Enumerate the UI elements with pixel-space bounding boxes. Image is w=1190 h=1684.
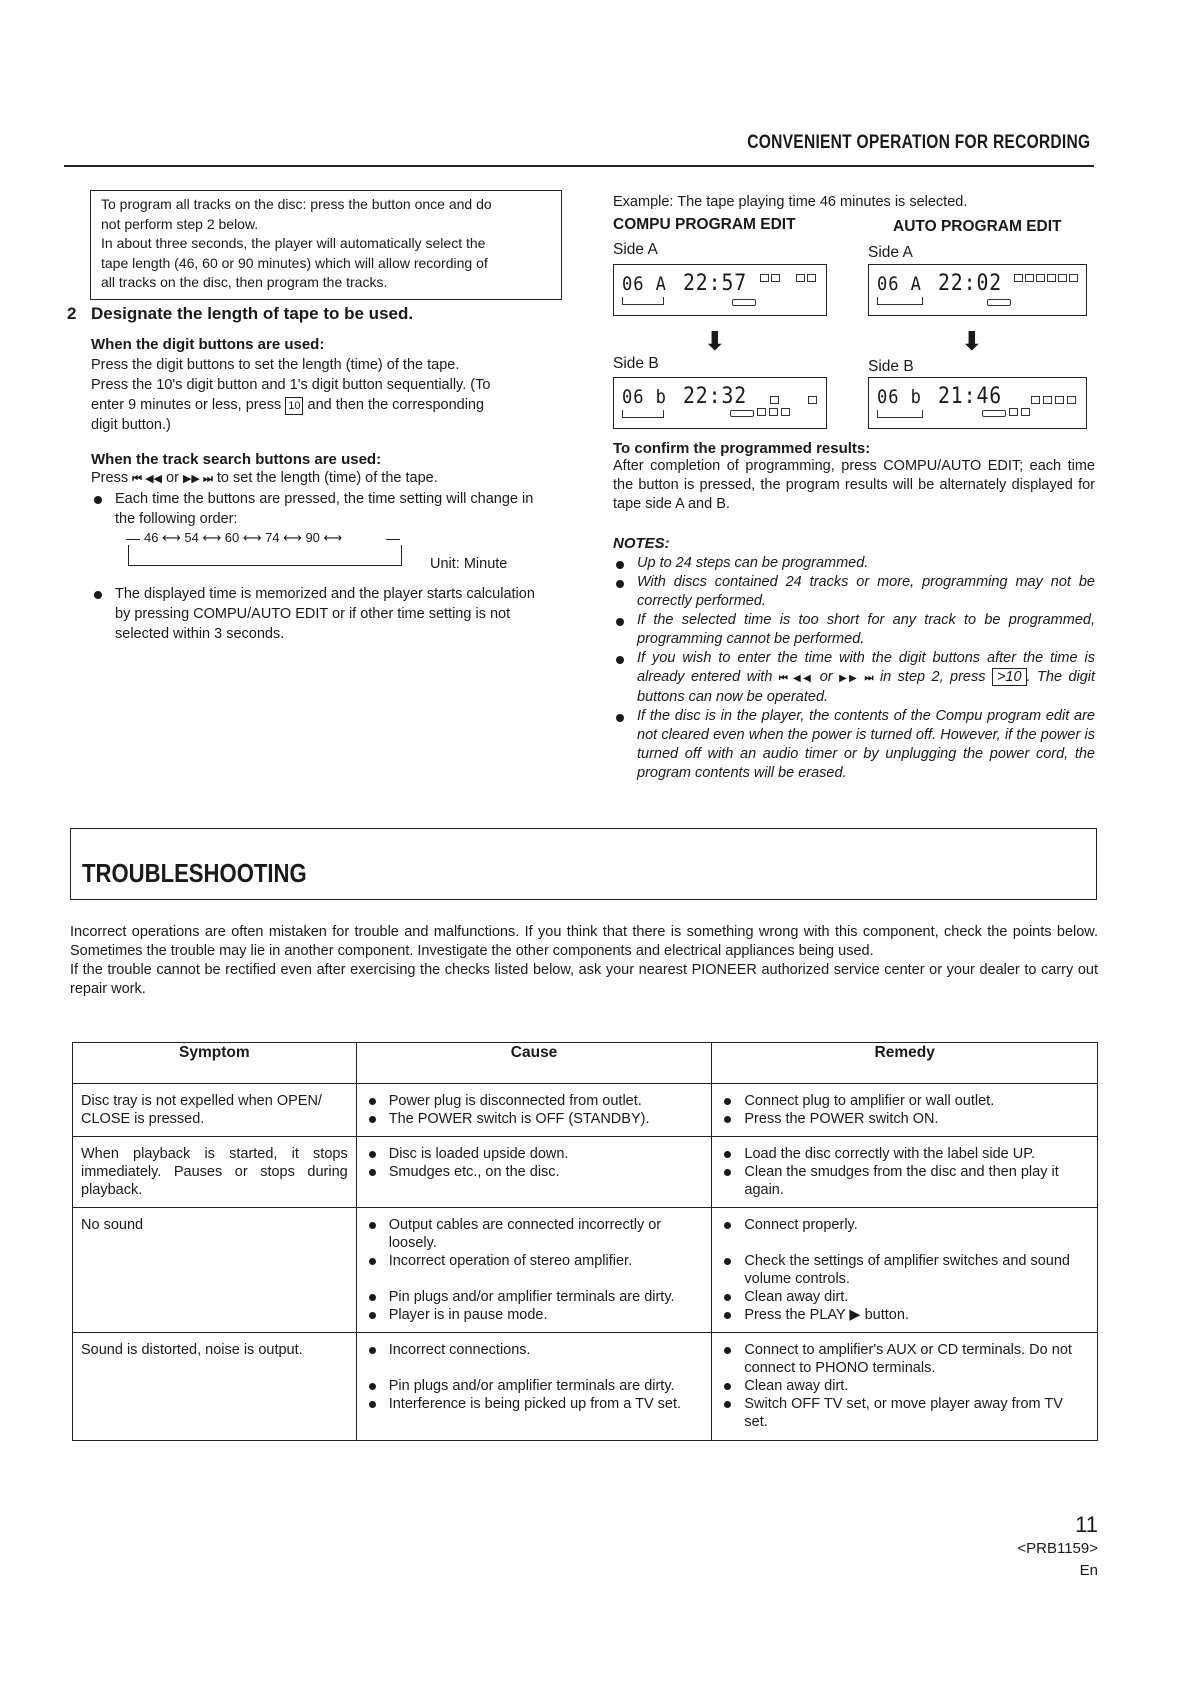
list-item: Up to 24 steps can be programmed. <box>613 554 1095 573</box>
list-item: With discs contained 24 tracks or more, programming may not be correctly performed. <box>613 573 1095 611</box>
side-b-label: Side B <box>613 355 659 372</box>
cause-item: Incorrect operation of stereo amplifier. <box>367 1252 704 1270</box>
list-item: The displayed time is memorized and the player starts calculation by pressing COMPU/AUTO EDIT or if other time setting is not selected within 3 seconds. <box>91 584 547 644</box>
lcd-edit-bracket <box>622 297 664 305</box>
notes-list <box>613 554 1095 783</box>
cause-item: Incorrect connections. <box>367 1341 704 1359</box>
remedy-item: Press the PLAY ▶ button. <box>722 1306 1089 1324</box>
lcd-indicator <box>1025 274 1034 282</box>
cause-item: Pin plugs and/or amplifier terminals are dirty. <box>367 1377 704 1395</box>
lcd-indicator <box>1043 396 1052 404</box>
lcd-display-auto-side-b <box>868 377 1087 429</box>
sequence-loop-line <box>126 539 140 540</box>
text-fragment: enter 9 minutes or less, press <box>91 397 282 413</box>
confirm-heading: To confirm the programmed results: <box>613 440 871 457</box>
text-fragment: If you wish to enter the time with the digit buttons after the time is already entered with <box>637 650 1095 685</box>
note-line: To program all tracks on the disc: press the button once and do <box>101 196 492 212</box>
list-item: If the disc is in the player, the contents of the Compu program edit are not cleared even when the power is turned off. However, if the power is turned off with an audio timer or by unplugging the power cord, the program contents will be erased. <box>613 707 1095 783</box>
cause-cell <box>356 1208 712 1333</box>
digit-buttons-section <box>91 336 547 529</box>
lcd-time: 22:32 <box>682 384 748 409</box>
skip-forward-icon: ▶▶ ⏭ <box>182 473 213 485</box>
lcd-time: 22:02 <box>937 271 1003 296</box>
text-fragment: to set the length (time) of the tape. <box>216 470 438 486</box>
cause-item: The POWER switch is OFF (STANDBY). <box>367 1110 704 1128</box>
lcd-edit-bracket <box>877 410 923 418</box>
sequence-arrow-icon: ⟷ <box>202 530 222 545</box>
lcd-indicator <box>1067 396 1076 404</box>
text-fragment: and then the corresponding <box>307 397 485 413</box>
cause-item: Smudges etc., on the disc. <box>367 1163 704 1181</box>
list-item: If the selected time is too short for any track to be programmed, programming cannot be performed. <box>613 611 1095 649</box>
lcd-edit-bracket <box>622 410 664 418</box>
unit-label: Unit: Minute <box>430 556 508 572</box>
lcd-indicator <box>770 396 779 404</box>
troubleshooting-intro <box>70 923 1098 999</box>
sequence-arrow-icon: ⟷ <box>242 530 262 545</box>
step-2-heading <box>67 304 413 324</box>
lcd-indicator <box>730 410 754 417</box>
lcd-indicator <box>732 299 756 306</box>
lcd-edit-bracket <box>877 297 923 305</box>
memo-section <box>91 584 547 644</box>
lcd-indicator <box>1055 396 1064 404</box>
lcd-indicator <box>1036 274 1045 282</box>
text-fragment: or <box>166 470 179 486</box>
symptom-cell: Disc tray is not expelled when OPEN/ CLOSE is pressed. <box>73 1084 357 1137</box>
cause-item: Output cables are connected incorrectly or loosely. <box>367 1216 704 1252</box>
language-code: En <box>1079 1562 1098 1579</box>
lcd-indicator <box>1047 274 1056 282</box>
remedy-item: Clean away dirt. <box>722 1288 1089 1306</box>
lcd-display-auto-side-a <box>868 264 1087 316</box>
remedy-header: Remedy <box>712 1043 1098 1084</box>
lcd-track: 06 b <box>622 386 667 408</box>
sequence-value: 54 <box>184 530 199 545</box>
remedy-cell <box>712 1208 1098 1333</box>
table-row <box>73 1137 1098 1208</box>
search-buttons-text <box>91 468 547 489</box>
lcd-display-compu-side-b <box>613 377 827 429</box>
side-a-label: Side A <box>868 244 913 261</box>
lcd-indicator <box>1058 274 1067 282</box>
lcd-indicator <box>760 274 769 282</box>
lcd-display-compu-side-a <box>613 264 827 316</box>
skip-forward-icon: ▶▶ ⏭ <box>839 673 874 684</box>
lcd-time: 22:57 <box>682 271 748 296</box>
side-b-label: Side B <box>868 358 914 375</box>
lcd-indicator <box>1021 408 1030 416</box>
confirm-section <box>613 440 1095 514</box>
example-intro: Example: The tape playing time 46 minutes is selected. <box>613 194 968 210</box>
cause-cell <box>356 1137 712 1208</box>
table-row <box>73 1333 1098 1441</box>
skip-back-icon: ⏮ ◀◀ <box>778 673 814 684</box>
key-plus10-icon: >10 <box>992 668 1027 686</box>
cause-cell <box>356 1084 712 1137</box>
lcd-readout <box>877 384 1002 409</box>
cause-item: Pin plugs and/or amplifier terminals are dirty. <box>367 1288 704 1306</box>
cause-item: Power plug is disconnected from outlet. <box>367 1092 704 1110</box>
lcd-indicator <box>769 408 778 416</box>
lcd-indicator <box>1014 274 1023 282</box>
list-item <box>613 649 1095 707</box>
search-bullet-list <box>91 489 547 529</box>
compu-program-edit-label: COMPU PROGRAM EDIT <box>613 216 796 233</box>
tape-length-sequence <box>142 530 344 546</box>
sequence-value: 74 <box>265 530 280 545</box>
notes-title: NOTES: <box>613 535 670 552</box>
text-fragment: in step 2, press <box>879 669 986 685</box>
remedy-cell <box>712 1084 1098 1137</box>
lcd-track: 06 A <box>622 273 667 295</box>
text-fragment: or <box>819 669 833 685</box>
table-header-row <box>73 1043 1098 1084</box>
table-row <box>73 1084 1098 1137</box>
page-number: 11 <box>1075 1512 1098 1537</box>
remedy-item: Clean away dirt. <box>722 1377 1089 1395</box>
header-rule <box>64 165 1094 167</box>
lcd-readout <box>622 271 747 296</box>
intro-paragraph: Incorrect operations are often mistaken for trouble and malfunctions. If you think that there is something wrong with this component, check the points below. Sometimes the trouble may lie in another component. Investigate the other components and electrical appliances being used. <box>70 924 1098 959</box>
sequence-arrow-icon: ⟷ <box>323 530 343 545</box>
intro-paragraph: If the trouble cannot be rectified even after exercising the checks listed below, ask your nearest PIONEER authorized service center or your dealer to carry out repair work. <box>70 962 1098 997</box>
text-line: Press the digit buttons to set the length (time) of the tape. <box>91 357 460 373</box>
text-fragment: . The digit buttons can now be operated. <box>637 669 1096 705</box>
symptom-cell: When playback is started, it stops immediately. Pauses or stops during playback. <box>73 1137 357 1208</box>
down-arrow-icon: ⬇ <box>704 326 726 356</box>
remedy-item: Press the POWER switch ON. <box>722 1110 1089 1128</box>
auto-program-edit-label: AUTO PROGRAM EDIT <box>893 218 1062 235</box>
lcd-track: 06 b <box>877 386 922 408</box>
sequence-loop-frame <box>128 545 402 566</box>
cause-item: Disc is loaded upside down. <box>367 1145 704 1163</box>
program-all-note-box <box>90 190 562 300</box>
lcd-indicator <box>1031 396 1040 404</box>
sequence-arrow-icon: ⟷ <box>283 530 302 545</box>
document-code: <PRB1159> <box>1017 1540 1098 1557</box>
troubleshooting-title: TROUBLESHOOTING <box>82 858 307 888</box>
lcd-indicator <box>807 274 816 282</box>
sequence-value: 60 <box>224 530 240 545</box>
key-10-icon: 10 <box>285 397 303 415</box>
sequence-loop-line <box>386 539 400 540</box>
symptom-header: Symptom <box>73 1043 357 1084</box>
lcd-indicator <box>757 408 766 416</box>
search-buttons-heading: When the track search buttons are used: <box>91 451 382 468</box>
lcd-indicator <box>808 396 817 404</box>
lcd-indicator <box>1009 408 1018 416</box>
lcd-indicator <box>781 408 790 416</box>
remedy-item: Clean the smudges from the disc and then play it again. <box>722 1163 1089 1199</box>
sequence-value: 46 <box>144 530 159 545</box>
sequence-arrow-icon: ⟷ <box>162 530 181 545</box>
cause-header: Cause <box>356 1043 712 1084</box>
remedy-item: Connect to amplifier's AUX or CD terminals. Do not connect to PHONO terminals. <box>722 1341 1089 1377</box>
note-line: tape length (46, 60 or 90 minutes) which will allow recording of <box>101 254 488 271</box>
remedy-item: Check the settings of amplifier switches and sound volume controls. <box>722 1252 1089 1288</box>
cause-item: Player is in pause mode. <box>367 1306 704 1324</box>
step-number: 2 <box>67 304 77 323</box>
lcd-track: 06 A <box>877 273 922 295</box>
lcd-indicator <box>987 299 1011 306</box>
side-a-label: Side A <box>613 241 658 258</box>
section-header-title: CONVENIENT OPERATION FOR RECORDING <box>746 132 1090 153</box>
text-fragment: Press <box>91 470 129 486</box>
lcd-indicator <box>771 274 780 282</box>
lcd-indicator <box>796 274 805 282</box>
step-title: Designate the length of tape to be used. <box>91 304 414 323</box>
text-line <box>91 395 547 415</box>
remedy-item: Connect plug to amplifier or wall outlet. <box>722 1092 1089 1110</box>
digit-buttons-heading: When the digit buttons are used: <box>91 336 325 353</box>
notes-section <box>613 535 1095 783</box>
list-item: Each time the buttons are pressed, the time setting will change in the following order: <box>91 489 547 529</box>
digit-buttons-text <box>91 355 547 435</box>
cause-item: Interference is being picked up from a TV set. <box>367 1395 704 1413</box>
skip-back-icon: ⏮ ◀◀ <box>132 473 162 485</box>
symptom-cell: Sound is distorted, noise is output. <box>73 1333 357 1441</box>
remedy-cell <box>712 1333 1098 1441</box>
lcd-indicator <box>982 410 1006 417</box>
note-line: In about three seconds, the player will automatically select the <box>101 235 486 251</box>
remedy-item: Load the disc correctly with the label side UP. <box>722 1145 1089 1163</box>
lcd-indicator <box>1069 274 1078 282</box>
table-row <box>73 1208 1098 1333</box>
memo-bullet-list <box>91 584 547 644</box>
troubleshooting-table <box>72 1042 1098 1441</box>
lcd-time: 21:46 <box>937 384 1003 409</box>
text-line: Press the 10's digit button and 1's digit button sequentially. (To <box>91 377 491 393</box>
lcd-readout <box>622 384 747 409</box>
remedy-item: Connect properly. <box>722 1216 1089 1234</box>
remedy-item: Switch OFF TV set, or move player away from TV set. <box>722 1395 1089 1431</box>
confirm-text: After completion of programming, press COMPU/AUTO EDIT; each time the button is pressed, the program results will be alternately displayed for tape side A and B. <box>613 458 1095 512</box>
sequence-value: 90 <box>305 530 320 545</box>
note-line: not perform step 2 below. <box>101 215 259 232</box>
note-line: all tracks on the disc, then program the tracks. <box>101 274 388 290</box>
symptom-cell: No sound <box>73 1208 357 1333</box>
cause-cell <box>356 1333 712 1441</box>
remedy-cell <box>712 1137 1098 1208</box>
lcd-readout <box>877 271 1002 296</box>
down-arrow-icon: ⬇ <box>961 326 983 356</box>
text-line: digit button.) <box>91 417 171 433</box>
